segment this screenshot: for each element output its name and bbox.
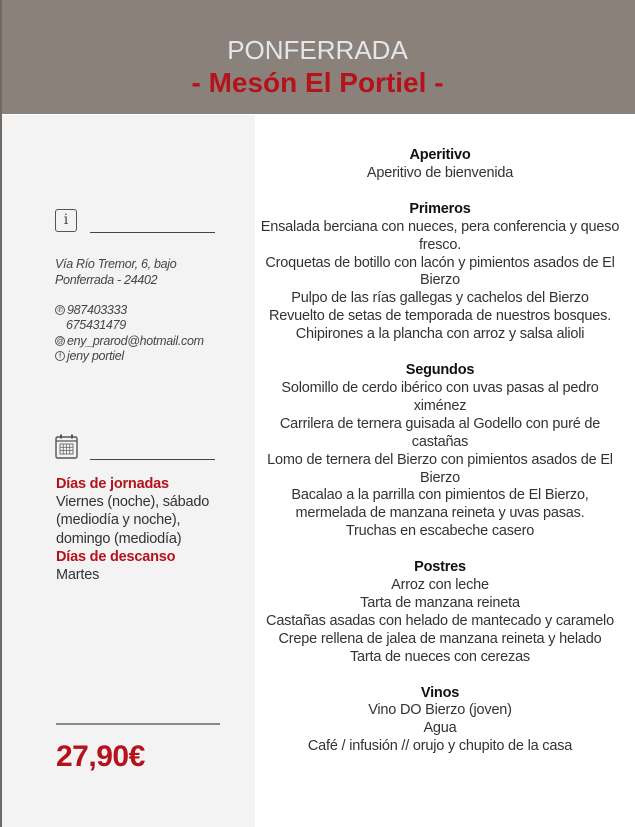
section-title: Postres (414, 559, 466, 576)
menu-item: Solomillo de cerdo ibérico con uvas pasas al pedro ximénez (281, 379, 599, 414)
schedule-divider (90, 459, 215, 460)
sidebar (0, 115, 255, 827)
menu-item: Agua (423, 720, 457, 737)
rest-value: Martes (56, 567, 100, 584)
menu-item: Arroz con leche (391, 577, 489, 594)
section-title: Aperitivo (409, 147, 471, 163)
page-left-border (0, 0, 2, 827)
section-title: Primeros (409, 200, 471, 217)
address (55, 256, 176, 288)
header-banner (0, 0, 635, 114)
menu-section-aperitivo (258, 147, 622, 183)
menu-item: Castañas asadas con helado de mantecado y caramelo (266, 612, 614, 629)
address-line: Ponferrada - 24402 (55, 273, 158, 287)
menu-section-vinos (258, 685, 622, 757)
menu-item: Aperitivo de bienvenida (366, 164, 514, 181)
menu-item: Tarta de nueces con cerezas (350, 648, 530, 665)
days-line: (mediodía y noche), (56, 512, 181, 529)
section-title: Vinos (420, 684, 460, 701)
contact-info (55, 302, 204, 364)
menu-item: Ensalada berciana con nueces, pera conferencia y queso fresco. (260, 218, 620, 253)
menu-item: Café / infusión // orujo y chupito de la casa (307, 738, 573, 755)
days-line: domingo (mediodía) (56, 530, 182, 547)
menu (258, 147, 622, 774)
menu-item: Vino DO Bierzo (joven) (368, 702, 512, 719)
address-line: Vía Río Tremor, 6, bajo (55, 257, 177, 271)
calendar-icon (55, 434, 78, 459)
price-divider (56, 723, 220, 725)
email-icon: @ (56, 337, 64, 345)
menu-item: Tarta de manzana reineta (360, 594, 520, 611)
info-icon: i (55, 209, 77, 232)
phone-number[interactable]: 675431479 (66, 318, 126, 333)
menu-item: Lomo de ternera del Bierzo con pimientos asados de El Bierzo (267, 451, 613, 486)
menu-item: Chipirones a la plancha con arroz y salsa alioli (295, 326, 585, 343)
phone-icon: ✆ (55, 305, 65, 315)
days-label: Días de jornadas (56, 476, 169, 492)
schedule (56, 475, 209, 584)
city-title: PONFERRADA (227, 35, 408, 65)
menu-section-segundos (258, 362, 622, 541)
days-line: Viernes (noche), sábado (56, 494, 210, 511)
phone-number[interactable]: 987403333 (67, 302, 127, 317)
restaurant-name: - Mesón El Portiel - (191, 67, 444, 98)
menu-section-postres (258, 559, 622, 666)
menu-item: Pulpo de las rías gallegas y cachelos del Bierzo (291, 290, 589, 307)
menu-item: Crepe rellena de jalea de manzana reineta y helado (278, 630, 602, 647)
menu-item: Revuelto de setas de temporada de nuestros bosques. (268, 308, 612, 325)
facebook-icon: f (55, 351, 65, 361)
menu-item: Truchas en escabeche casero (345, 523, 535, 540)
facebook-link[interactable]: jeny portiel (67, 349, 124, 364)
info-divider (90, 232, 215, 233)
menu-item: Croquetas de botillo con lacón y pimientos asados de El Bierzo (265, 254, 615, 289)
section-title: Segundos (405, 362, 475, 379)
rest-label: Días de descanso (56, 548, 176, 565)
menu-item: Carrilera de ternera guisada al Godello con puré de castañas (279, 415, 601, 450)
menu-item: Bacalao a la parrilla con pimientos de El Bierzo, mermelada de manzana reineta y uvas pasas. (291, 487, 589, 522)
menu-section-primeros (258, 201, 622, 344)
email-link[interactable]: eny_prarod@hotmail.com (67, 333, 204, 348)
price: 27,90€ (56, 740, 145, 773)
